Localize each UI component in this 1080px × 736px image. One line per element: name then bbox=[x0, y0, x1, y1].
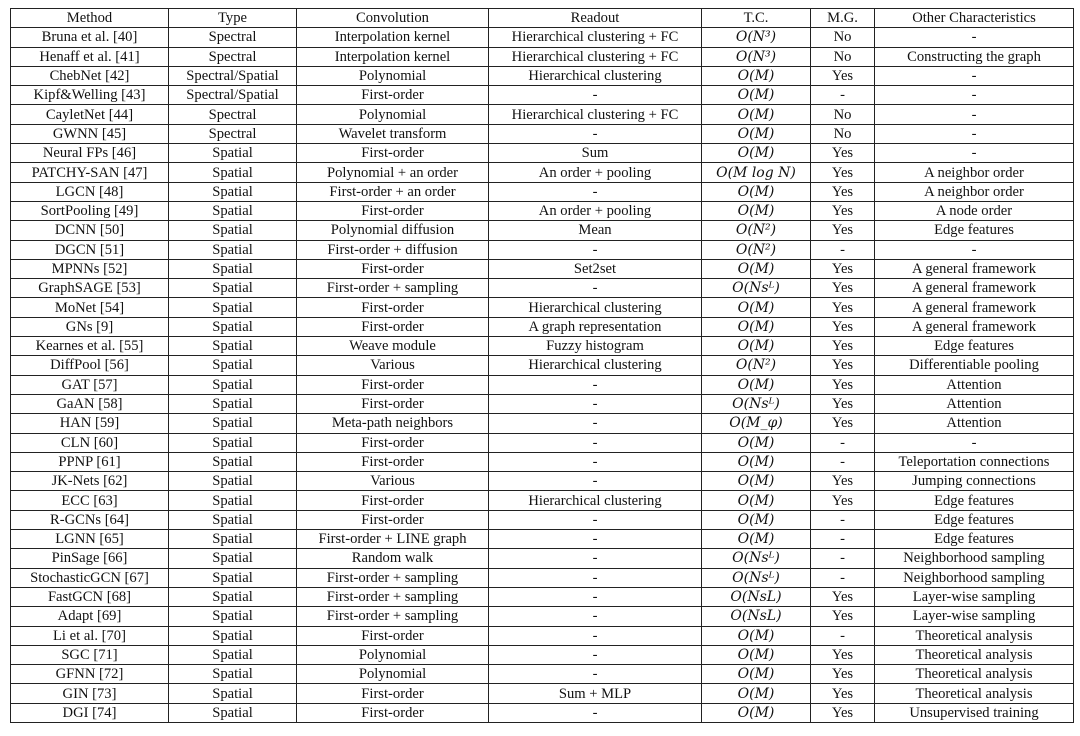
type-cell: Spatial bbox=[169, 356, 297, 375]
method-cell: DGCN [51] bbox=[11, 240, 169, 259]
readout-cell: Hierarchical clustering + FC bbox=[489, 105, 702, 124]
type-cell: Spatial bbox=[169, 163, 297, 182]
other-characteristics-cell: - bbox=[875, 105, 1074, 124]
table-row bbox=[11, 124, 1074, 143]
time-complexity-cell: O(M) bbox=[702, 317, 811, 336]
time-complexity-cell: O(M) bbox=[702, 510, 811, 529]
convolution-cell: First-order bbox=[297, 375, 489, 394]
convolution-cell: Wavelet transform bbox=[297, 124, 489, 143]
type-cell: Spatial bbox=[169, 452, 297, 471]
time-complexity-cell: O(N²) bbox=[702, 240, 811, 259]
type-cell: Spatial bbox=[169, 703, 297, 722]
convolution-cell: First-order bbox=[297, 703, 489, 722]
table-row bbox=[11, 510, 1074, 529]
multiple-graphs-cell: No bbox=[811, 28, 875, 47]
convolution-cell: First-order + sampling bbox=[297, 587, 489, 606]
method-cell: MoNet [54] bbox=[11, 298, 169, 317]
multiple-graphs-cell: No bbox=[811, 124, 875, 143]
multiple-graphs-cell: Yes bbox=[811, 472, 875, 491]
method-cell: DCNN [50] bbox=[11, 221, 169, 240]
method-cell: Kearnes et al. [55] bbox=[11, 337, 169, 356]
convolution-cell: First-order + diffusion bbox=[297, 240, 489, 259]
convolution-cell: First-order bbox=[297, 259, 489, 278]
readout-cell: Mean bbox=[489, 221, 702, 240]
table-row bbox=[11, 144, 1074, 163]
convolution-cell: First-order + an order bbox=[297, 182, 489, 201]
time-complexity-cell: O(M) bbox=[702, 201, 811, 220]
multiple-graphs-cell: No bbox=[811, 105, 875, 124]
type-cell: Spatial bbox=[169, 530, 297, 549]
type-cell: Spatial bbox=[169, 607, 297, 626]
other-characteristics-cell: - bbox=[875, 240, 1074, 259]
type-cell: Spatial bbox=[169, 221, 297, 240]
other-characteristics-cell: Teleportation connections bbox=[875, 452, 1074, 471]
other-characteristics-cell: Differentiable pooling bbox=[875, 356, 1074, 375]
convolution-cell: First-order bbox=[297, 510, 489, 529]
convolution-cell: Polynomial diffusion bbox=[297, 221, 489, 240]
readout-cell: - bbox=[489, 665, 702, 684]
convolution-cell: Various bbox=[297, 472, 489, 491]
other-characteristics-cell: A general framework bbox=[875, 259, 1074, 278]
time-complexity-cell: O(M) bbox=[702, 375, 811, 394]
type-cell: Spectral bbox=[169, 124, 297, 143]
table-row bbox=[11, 86, 1074, 105]
other-characteristics-cell: - bbox=[875, 433, 1074, 452]
type-cell: Spatial bbox=[169, 510, 297, 529]
method-cell: GraphSAGE [53] bbox=[11, 279, 169, 298]
convolution-cell: First-order bbox=[297, 684, 489, 703]
readout-cell: Set2set bbox=[489, 259, 702, 278]
other-characteristics-cell: Layer-wise sampling bbox=[875, 607, 1074, 626]
other-characteristics-cell: A general framework bbox=[875, 298, 1074, 317]
convolution-cell: Polynomial bbox=[297, 66, 489, 85]
table-row bbox=[11, 240, 1074, 259]
multiple-graphs-cell: Yes bbox=[811, 414, 875, 433]
convolution-cell: First-order bbox=[297, 626, 489, 645]
time-complexity-cell: O(M) bbox=[702, 703, 811, 722]
readout-cell: Hierarchical clustering + FC bbox=[489, 47, 702, 66]
method-cell: DiffPool [56] bbox=[11, 356, 169, 375]
readout-cell: Hierarchical clustering bbox=[489, 298, 702, 317]
type-cell: Spatial bbox=[169, 645, 297, 664]
table-row bbox=[11, 221, 1074, 240]
time-complexity-cell: O(Nsᴸ) bbox=[702, 568, 811, 587]
table-row bbox=[11, 356, 1074, 375]
other-characteristics-cell: Edge features bbox=[875, 491, 1074, 510]
multiple-graphs-cell: Yes bbox=[811, 684, 875, 703]
multiple-graphs-cell: - bbox=[811, 86, 875, 105]
method-cell: Kipf&Welling [43] bbox=[11, 86, 169, 105]
multiple-graphs-cell: Yes bbox=[811, 665, 875, 684]
other-characteristics-cell: Layer-wise sampling bbox=[875, 587, 1074, 606]
table-row bbox=[11, 414, 1074, 433]
multiple-graphs-cell: Yes bbox=[811, 394, 875, 413]
table-body bbox=[11, 28, 1074, 723]
multiple-graphs-cell: Yes bbox=[811, 144, 875, 163]
other-characteristics-cell: Edge features bbox=[875, 221, 1074, 240]
method-cell: Neural FPs [46] bbox=[11, 144, 169, 163]
other-characteristics-cell: - bbox=[875, 124, 1074, 143]
time-complexity-cell: O(M_φ) bbox=[702, 414, 811, 433]
convolution-cell: First-order + sampling bbox=[297, 607, 489, 626]
table-row bbox=[11, 279, 1074, 298]
table-row bbox=[11, 626, 1074, 645]
type-cell: Spectral bbox=[169, 28, 297, 47]
method-cell: JK-Nets [62] bbox=[11, 472, 169, 491]
time-complexity-cell: O(M) bbox=[702, 124, 811, 143]
multiple-graphs-cell: Yes bbox=[811, 356, 875, 375]
readout-cell: - bbox=[489, 568, 702, 587]
header-time-complexity: T.C. bbox=[702, 9, 811, 28]
other-characteristics-cell: A node order bbox=[875, 201, 1074, 220]
table-row bbox=[11, 491, 1074, 510]
readout-cell: An order + pooling bbox=[489, 201, 702, 220]
type-cell: Spatial bbox=[169, 201, 297, 220]
time-complexity-cell: O(NsL) bbox=[702, 607, 811, 626]
method-cell: GIN [73] bbox=[11, 684, 169, 703]
method-cell: Henaff et al. [41] bbox=[11, 47, 169, 66]
method-cell: PinSage [66] bbox=[11, 549, 169, 568]
table-row bbox=[11, 645, 1074, 664]
header-readout: Readout bbox=[489, 9, 702, 28]
convolution-cell: Meta-path neighbors bbox=[297, 414, 489, 433]
readout-cell: - bbox=[489, 607, 702, 626]
readout-cell: - bbox=[489, 472, 702, 491]
other-characteristics-cell: Attention bbox=[875, 394, 1074, 413]
table-row bbox=[11, 337, 1074, 356]
convolution-cell: First-order + LINE graph bbox=[297, 530, 489, 549]
table-row bbox=[11, 530, 1074, 549]
table-row bbox=[11, 182, 1074, 201]
readout-cell: An order + pooling bbox=[489, 163, 702, 182]
method-cell: LGNN [65] bbox=[11, 530, 169, 549]
header-other-characteristics: Other Characteristics bbox=[875, 9, 1074, 28]
readout-cell: Sum bbox=[489, 144, 702, 163]
convolution-cell: First-order + sampling bbox=[297, 279, 489, 298]
convolution-cell: First-order bbox=[297, 201, 489, 220]
type-cell: Spatial bbox=[169, 587, 297, 606]
other-characteristics-cell: Attention bbox=[875, 375, 1074, 394]
table-row bbox=[11, 394, 1074, 413]
time-complexity-cell: O(M) bbox=[702, 491, 811, 510]
method-cell: FastGCN [68] bbox=[11, 587, 169, 606]
type-cell: Spectral/Spatial bbox=[169, 66, 297, 85]
header-convolution: Convolution bbox=[297, 9, 489, 28]
convolution-cell: Polynomial + an order bbox=[297, 163, 489, 182]
multiple-graphs-cell: Yes bbox=[811, 607, 875, 626]
convolution-cell: Random walk bbox=[297, 549, 489, 568]
multiple-graphs-cell: - bbox=[811, 568, 875, 587]
other-characteristics-cell: Edge features bbox=[875, 510, 1074, 529]
type-cell: Spatial bbox=[169, 259, 297, 278]
table-row bbox=[11, 665, 1074, 684]
convolution-cell: First-order bbox=[297, 491, 489, 510]
convolution-cell: Various bbox=[297, 356, 489, 375]
time-complexity-cell: O(M) bbox=[702, 144, 811, 163]
table-row bbox=[11, 201, 1074, 220]
table-row bbox=[11, 105, 1074, 124]
table-row bbox=[11, 607, 1074, 626]
type-cell: Spatial bbox=[169, 240, 297, 259]
multiple-graphs-cell: Yes bbox=[811, 298, 875, 317]
time-complexity-cell: O(M) bbox=[702, 66, 811, 85]
multiple-graphs-cell: Yes bbox=[811, 587, 875, 606]
convolution-cell: First-order bbox=[297, 86, 489, 105]
readout-cell: Fuzzy histogram bbox=[489, 337, 702, 356]
method-cell: Adapt [69] bbox=[11, 607, 169, 626]
method-cell: Li et al. [70] bbox=[11, 626, 169, 645]
other-characteristics-cell: Jumping connections bbox=[875, 472, 1074, 491]
multiple-graphs-cell: Yes bbox=[811, 703, 875, 722]
time-complexity-cell: O(M) bbox=[702, 105, 811, 124]
time-complexity-cell: O(M) bbox=[702, 452, 811, 471]
time-complexity-cell: O(M) bbox=[702, 86, 811, 105]
method-cell: MPNNs [52] bbox=[11, 259, 169, 278]
other-characteristics-cell: Constructing the graph bbox=[875, 47, 1074, 66]
multiple-graphs-cell: Yes bbox=[811, 279, 875, 298]
type-cell: Spatial bbox=[169, 568, 297, 587]
readout-cell: - bbox=[489, 279, 702, 298]
method-cell: StochasticGCN [67] bbox=[11, 568, 169, 587]
time-complexity-cell: O(M) bbox=[702, 337, 811, 356]
convolution-cell: Polynomial bbox=[297, 665, 489, 684]
other-characteristics-cell: A general framework bbox=[875, 317, 1074, 336]
table-row bbox=[11, 28, 1074, 47]
table-row bbox=[11, 375, 1074, 394]
method-cell: PATCHY-SAN [47] bbox=[11, 163, 169, 182]
type-cell: Spatial bbox=[169, 337, 297, 356]
other-characteristics-cell: Edge features bbox=[875, 530, 1074, 549]
readout-cell: - bbox=[489, 549, 702, 568]
other-characteristics-cell: A general framework bbox=[875, 279, 1074, 298]
type-cell: Spatial bbox=[169, 317, 297, 336]
multiple-graphs-cell: Yes bbox=[811, 491, 875, 510]
readout-cell: - bbox=[489, 626, 702, 645]
time-complexity-cell: O(Nsᴸ) bbox=[702, 394, 811, 413]
multiple-graphs-cell: Yes bbox=[811, 317, 875, 336]
type-cell: Spatial bbox=[169, 433, 297, 452]
convolution-cell: First-order bbox=[297, 452, 489, 471]
table-row bbox=[11, 433, 1074, 452]
time-complexity-cell: O(Nsᴸ) bbox=[702, 549, 811, 568]
table-row bbox=[11, 472, 1074, 491]
readout-cell: - bbox=[489, 124, 702, 143]
method-cell: GaAN [58] bbox=[11, 394, 169, 413]
time-complexity-cell: O(M) bbox=[702, 530, 811, 549]
convolution-cell: First-order bbox=[297, 394, 489, 413]
time-complexity-cell: O(M) bbox=[702, 472, 811, 491]
readout-cell: - bbox=[489, 645, 702, 664]
type-cell: Spatial bbox=[169, 472, 297, 491]
readout-cell: Hierarchical clustering bbox=[489, 491, 702, 510]
type-cell: Spatial bbox=[169, 665, 297, 684]
other-characteristics-cell: Theoretical analysis bbox=[875, 665, 1074, 684]
method-cell: ECC [63] bbox=[11, 491, 169, 510]
table-row bbox=[11, 163, 1074, 182]
time-complexity-cell: O(M) bbox=[702, 665, 811, 684]
time-complexity-cell: O(N³) bbox=[702, 47, 811, 66]
other-characteristics-cell: - bbox=[875, 28, 1074, 47]
convolution-cell: Polynomial bbox=[297, 105, 489, 124]
time-complexity-cell: O(M) bbox=[702, 259, 811, 278]
readout-cell: - bbox=[489, 240, 702, 259]
multiple-graphs-cell: Yes bbox=[811, 337, 875, 356]
readout-cell: - bbox=[489, 452, 702, 471]
time-complexity-cell: O(M log N) bbox=[702, 163, 811, 182]
other-characteristics-cell: Neighborhood sampling bbox=[875, 549, 1074, 568]
table-row bbox=[11, 317, 1074, 336]
type-cell: Spatial bbox=[169, 182, 297, 201]
type-cell: Spatial bbox=[169, 414, 297, 433]
time-complexity-cell: O(M) bbox=[702, 433, 811, 452]
type-cell: Spatial bbox=[169, 684, 297, 703]
type-cell: Spatial bbox=[169, 279, 297, 298]
readout-cell: Hierarchical clustering bbox=[489, 66, 702, 85]
type-cell: Spatial bbox=[169, 491, 297, 510]
readout-cell: - bbox=[489, 375, 702, 394]
other-characteristics-cell: - bbox=[875, 86, 1074, 105]
readout-cell: - bbox=[489, 530, 702, 549]
multiple-graphs-cell: - bbox=[811, 510, 875, 529]
readout-cell: - bbox=[489, 703, 702, 722]
table-row bbox=[11, 568, 1074, 587]
readout-cell: - bbox=[489, 587, 702, 606]
method-cell: ChebNet [42] bbox=[11, 66, 169, 85]
readout-cell: - bbox=[489, 510, 702, 529]
header-multiple-graphs: M.G. bbox=[811, 9, 875, 28]
type-cell: Spatial bbox=[169, 144, 297, 163]
multiple-graphs-cell: Yes bbox=[811, 375, 875, 394]
multiple-graphs-cell: - bbox=[811, 433, 875, 452]
table-row bbox=[11, 452, 1074, 471]
convolution-cell: First-order + sampling bbox=[297, 568, 489, 587]
other-characteristics-cell: A neighbor order bbox=[875, 163, 1074, 182]
time-complexity-cell: O(M) bbox=[702, 298, 811, 317]
type-cell: Spatial bbox=[169, 626, 297, 645]
time-complexity-cell: O(N³) bbox=[702, 28, 811, 47]
time-complexity-cell: O(M) bbox=[702, 182, 811, 201]
other-characteristics-cell: Edge features bbox=[875, 337, 1074, 356]
type-cell: Spectral/Spatial bbox=[169, 86, 297, 105]
table-row bbox=[11, 703, 1074, 722]
multiple-graphs-cell: Yes bbox=[811, 221, 875, 240]
readout-cell: Sum + MLP bbox=[489, 684, 702, 703]
time-complexity-cell: O(NsL) bbox=[702, 587, 811, 606]
gcn-methods-comparison-table bbox=[10, 8, 1074, 723]
method-cell: CLN [60] bbox=[11, 433, 169, 452]
multiple-graphs-cell: - bbox=[811, 549, 875, 568]
method-cell: R-GCNs [64] bbox=[11, 510, 169, 529]
other-characteristics-cell: A neighbor order bbox=[875, 182, 1074, 201]
convolution-cell: First-order bbox=[297, 433, 489, 452]
multiple-graphs-cell: - bbox=[811, 530, 875, 549]
readout-cell: - bbox=[489, 433, 702, 452]
method-cell: PPNP [61] bbox=[11, 452, 169, 471]
convolution-cell: First-order bbox=[297, 298, 489, 317]
other-characteristics-cell: Theoretical analysis bbox=[875, 684, 1074, 703]
comparison-table-container bbox=[10, 8, 1073, 723]
method-cell: GFNN [72] bbox=[11, 665, 169, 684]
convolution-cell: First-order bbox=[297, 317, 489, 336]
method-cell: GWNN [45] bbox=[11, 124, 169, 143]
method-cell: DGI [74] bbox=[11, 703, 169, 722]
time-complexity-cell: O(N²) bbox=[702, 221, 811, 240]
readout-cell: A graph representation bbox=[489, 317, 702, 336]
other-characteristics-cell: - bbox=[875, 144, 1074, 163]
header-type: Type bbox=[169, 9, 297, 28]
multiple-graphs-cell: No bbox=[811, 47, 875, 66]
table-row bbox=[11, 66, 1074, 85]
type-cell: Spatial bbox=[169, 298, 297, 317]
multiple-graphs-cell: Yes bbox=[811, 645, 875, 664]
other-characteristics-cell: Theoretical analysis bbox=[875, 626, 1074, 645]
convolution-cell: Weave module bbox=[297, 337, 489, 356]
type-cell: Spatial bbox=[169, 375, 297, 394]
time-complexity-cell: O(N²) bbox=[702, 356, 811, 375]
table-row bbox=[11, 298, 1074, 317]
readout-cell: - bbox=[489, 394, 702, 413]
multiple-graphs-cell: Yes bbox=[811, 201, 875, 220]
method-cell: SGC [71] bbox=[11, 645, 169, 664]
time-complexity-cell: O(M) bbox=[702, 626, 811, 645]
other-characteristics-cell: Neighborhood sampling bbox=[875, 568, 1074, 587]
multiple-graphs-cell: Yes bbox=[811, 163, 875, 182]
table-row bbox=[11, 684, 1074, 703]
type-cell: Spatial bbox=[169, 549, 297, 568]
method-cell: CayletNet [44] bbox=[11, 105, 169, 124]
table-row bbox=[11, 47, 1074, 66]
method-cell: Bruna et al. [40] bbox=[11, 28, 169, 47]
readout-cell: Hierarchical clustering bbox=[489, 356, 702, 375]
table-row bbox=[11, 259, 1074, 278]
header-method: Method bbox=[11, 9, 169, 28]
method-cell: GAT [57] bbox=[11, 375, 169, 394]
type-cell: Spectral bbox=[169, 105, 297, 124]
readout-cell: - bbox=[489, 182, 702, 201]
multiple-graphs-cell: - bbox=[811, 452, 875, 471]
multiple-graphs-cell: Yes bbox=[811, 66, 875, 85]
type-cell: Spectral bbox=[169, 47, 297, 66]
convolution-cell: Interpolation kernel bbox=[297, 47, 489, 66]
table-row bbox=[11, 587, 1074, 606]
table-row bbox=[11, 549, 1074, 568]
readout-cell: - bbox=[489, 414, 702, 433]
multiple-graphs-cell: - bbox=[811, 240, 875, 259]
other-characteristics-cell: Theoretical analysis bbox=[875, 645, 1074, 664]
time-complexity-cell: O(M) bbox=[702, 684, 811, 703]
multiple-graphs-cell: Yes bbox=[811, 182, 875, 201]
method-cell: LGCN [48] bbox=[11, 182, 169, 201]
type-cell: Spatial bbox=[169, 394, 297, 413]
readout-cell: Hierarchical clustering + FC bbox=[489, 28, 702, 47]
method-cell: GNs [9] bbox=[11, 317, 169, 336]
method-cell: HAN [59] bbox=[11, 414, 169, 433]
method-cell: SortPooling [49] bbox=[11, 201, 169, 220]
other-characteristics-cell: Attention bbox=[875, 414, 1074, 433]
other-characteristics-cell: Unsupervised training bbox=[875, 703, 1074, 722]
readout-cell: - bbox=[489, 86, 702, 105]
convolution-cell: First-order bbox=[297, 144, 489, 163]
other-characteristics-cell: - bbox=[875, 66, 1074, 85]
multiple-graphs-cell: Yes bbox=[811, 259, 875, 278]
time-complexity-cell: O(Nsᴸ) bbox=[702, 279, 811, 298]
time-complexity-cell: O(M) bbox=[702, 645, 811, 664]
header-row bbox=[11, 9, 1074, 28]
convolution-cell: Polynomial bbox=[297, 645, 489, 664]
multiple-graphs-cell: - bbox=[811, 626, 875, 645]
convolution-cell: Interpolation kernel bbox=[297, 28, 489, 47]
